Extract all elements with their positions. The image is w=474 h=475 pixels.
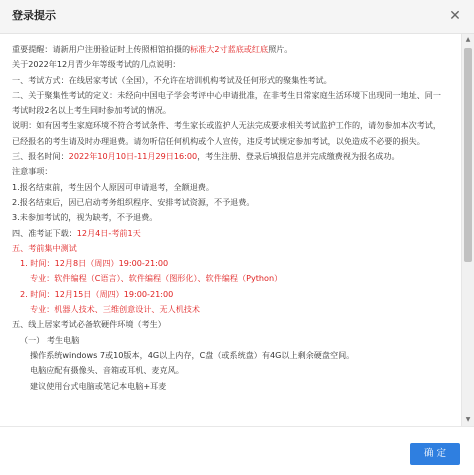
gathering-definition: 二、关于聚集性考试的定义：未经向中国电子学会考评中心申请批准，在非考生日常家庭生活环境下出现同一地址、同一考试时段2名以上考生同时参加考试的情况。 <box>12 89 441 116</box>
admission-ticket-download: 四、准考证下载：12月4日-考前1天 <box>12 227 141 238</box>
note-1: 1.报名结束前，考生因个人原因可申请退考，全额退费。 <box>12 181 214 192</box>
dialog-title: 登录提示 <box>12 9 56 22</box>
registration-time: 三、报名时间：2022年10月10日-11月29日16:00，考生注册、登录后填报信息并完成缴费视为报名成功。 <box>12 151 400 162</box>
test-session-2-time: 2. 时间：12月15日（周四）19:00-21:00 <box>20 288 174 299</box>
device-suggestion: 建议使用台式电脑或笔记本电脑+耳麦 <box>30 380 167 391</box>
photo-requirement-highlight: 标准大2寸蓝底或红底 <box>190 44 269 54</box>
device-requirement: 电脑应配有摄像头、音箱或耳机、麦克风。 <box>30 365 184 376</box>
note-3: 3.未参加考试的，视为缺考，不予退费。 <box>12 212 158 223</box>
computer-subheading: （一） 考生电脑 <box>20 334 80 345</box>
confirm-button[interactable]: 确 定 <box>410 443 460 465</box>
test-session-2-majors: 专业：机器人技术、三维创意设计、无人机技术 <box>30 304 200 315</box>
admission-ticket-date-highlight: 12月4日-考前1天 <box>76 227 141 238</box>
scroll-up-arrow-icon[interactable]: ▲ <box>465 36 471 43</box>
notes-heading: 注意事项： <box>12 166 53 177</box>
registration-period-highlight: 2022年10月10日-11月29日16:00 <box>68 151 198 162</box>
dialog-body[interactable] <box>0 34 461 426</box>
scroll-down-arrow-icon[interactable]: ▼ <box>465 416 471 423</box>
test-session-1-time: 1. 时间：12月8日（周四）19:00-21:00 <box>20 258 169 269</box>
test-session-1-majors: 专业：软件编程（C语言）、软件编程（图形化）、软件编程（Python） <box>30 273 283 284</box>
pre-exam-test-heading: 五、考前集中测试 <box>12 242 77 253</box>
photo-reminder: 重要提醒：请新用户注册验证时上传照相馆拍摄的标准大2寸蓝底或红底照片。 <box>12 44 293 54</box>
note-2: 2.报名结束后，因已启动考务组织程序、安排考试资源，不予退费。 <box>12 196 255 207</box>
exam-notes-heading: 关于2022年12月青少年等级考试的几点说明： <box>12 59 181 70</box>
dialog-header <box>0 0 474 34</box>
exam-explanation: 说明：如有因考生家庭环境不符合考试条件、考生家长或监护人无法完成要求相关考试监护工作的，请勿参加本次考试，已经报名的考生请及时办理退费。请勿听信任何机构或个人宣传，违反考试规定参加考试，以免造成不必要的损失。 <box>12 120 441 146</box>
os-requirement: 操作系统windows 7或10版本，4G以上内存，C盘（或系统盘）有4G以上剩余硬盘空间。 <box>30 349 355 360</box>
notice-content <box>0 34 461 394</box>
close-icon[interactable]: ✕ <box>449 8 461 24</box>
exam-method: 一、考试方式：在线居家考试（全国），不允许在培训机构考试及任何形式的聚集性考试。 <box>12 74 332 85</box>
vertical-scrollbar[interactable] <box>461 34 474 426</box>
dialog-footer <box>0 426 474 475</box>
environment-heading: 五、线上居家考试必备软硬件环境（考生） <box>12 319 166 330</box>
scrollbar-thumb[interactable] <box>464 48 472 262</box>
